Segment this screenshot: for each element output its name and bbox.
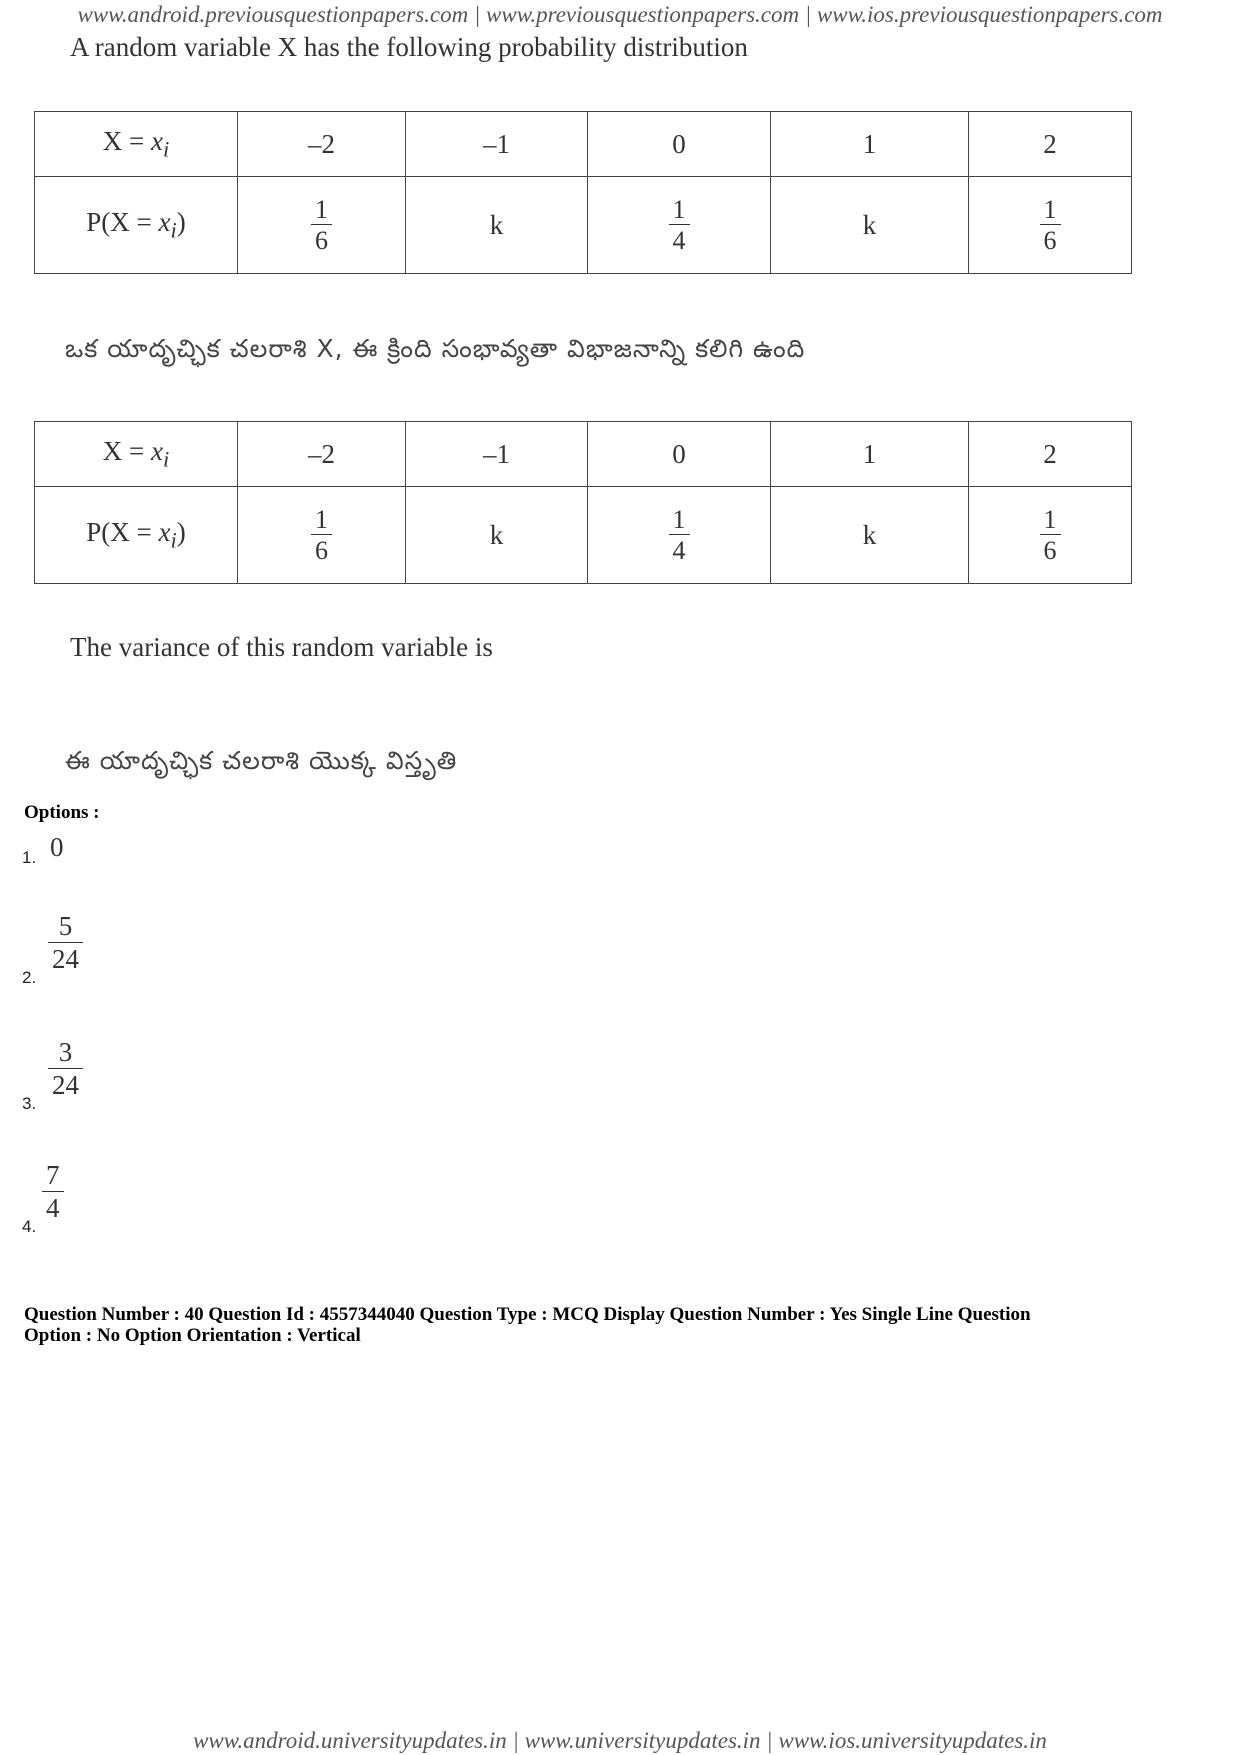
x-value-cell: –1 xyxy=(406,112,588,177)
question-english-intro: A random variable X has the following probability distribution xyxy=(70,32,748,62)
x-value-cell: 0 xyxy=(588,422,771,487)
question-metadata xyxy=(24,1304,1224,1346)
x-value-cell: 1 xyxy=(771,112,969,177)
footer-watermark-links: www.android.universityupdates.in | www.universityupdates.in | www.ios.universityupdates.in xyxy=(193,1728,1047,1753)
fraction: $\frac{1}{6}$ xyxy=(1040,506,1061,564)
p-value-cell xyxy=(588,177,771,274)
p-header-cell: $P(X = x_i)$ xyxy=(35,487,238,584)
fraction: $\frac{1}{6}$ xyxy=(1040,196,1061,254)
x-value-cell: 1 xyxy=(771,422,969,487)
p-value-cell xyxy=(969,487,1132,584)
option-number: 4. xyxy=(22,1217,37,1236)
metadata-line-1: Question Number : 40 Question Id : 4557344040 Question Type : MCQ Display Question Number : Yes Single Line Question xyxy=(24,1304,1031,1325)
probability-row xyxy=(35,177,1132,274)
x-value-cell: –1 xyxy=(406,422,588,487)
options-label: Options : xyxy=(24,802,100,823)
question-telugu-ask: ఈ యాదృచ్ఛిక చలరాశి యొక్క విస్తృతి xyxy=(65,746,458,775)
x-values-row xyxy=(35,422,1132,487)
option-fraction: $\frac{3}{24}$ xyxy=(48,1038,83,1100)
p-value-cell xyxy=(238,177,406,274)
question-telugu-intro: ఒక యాదృచ్ఛిక చలరాశి X, ఈ క్రింది సంభావ్యతా విభాజనాన్ని కలిగి ఉంది xyxy=(65,334,806,363)
p-header-cell: $P(X = x_i)$ xyxy=(35,177,238,274)
x-value-cell: –2 xyxy=(238,422,406,487)
p-value-cell: k xyxy=(406,487,588,584)
p-value-cell xyxy=(969,177,1132,274)
x-values-row xyxy=(35,112,1132,177)
metadata-line-2: Option : No Option Orientation : Vertical xyxy=(24,1325,361,1346)
p-value-cell: k xyxy=(771,177,969,274)
x-value-cell: 2 xyxy=(969,112,1132,177)
fraction: $\frac{1}{4}$ xyxy=(669,196,690,254)
option-number: 3. xyxy=(22,1094,37,1113)
p-value-cell xyxy=(588,487,771,584)
option-value: 0 xyxy=(50,832,64,862)
question-english-ask: The variance of this random variable is xyxy=(70,632,493,662)
x-value-cell: –2 xyxy=(238,112,406,177)
option-number: 1. xyxy=(22,848,37,867)
option-number: 2. xyxy=(22,968,37,987)
x-value-cell: 2 xyxy=(969,422,1132,487)
x-header-cell: $X = x_i$ xyxy=(35,422,238,487)
fraction: $\frac{1}{6}$ xyxy=(311,196,332,254)
fraction: $\frac{1}{4}$ xyxy=(669,506,690,564)
probability-row xyxy=(35,487,1132,584)
option-fraction: $\frac{7}{4}$ xyxy=(42,1161,64,1223)
distribution-table-telugu xyxy=(34,421,1132,584)
x-value-cell: 0 xyxy=(588,112,771,177)
p-value-cell: k xyxy=(406,177,588,274)
header-watermark-links: www.android.previousquestionpapers.com | www.previousquestionpapers.com | www.ios.previousquestionpapers.com xyxy=(77,2,1163,27)
fraction: $\frac{1}{6}$ xyxy=(311,506,332,564)
p-value-cell xyxy=(238,487,406,584)
x-header-cell: $X = x_i$ xyxy=(35,112,238,177)
p-value-cell: k xyxy=(771,487,969,584)
option-fraction: $\frac{5}{24}$ xyxy=(48,912,83,974)
distribution-table-english xyxy=(34,111,1132,274)
